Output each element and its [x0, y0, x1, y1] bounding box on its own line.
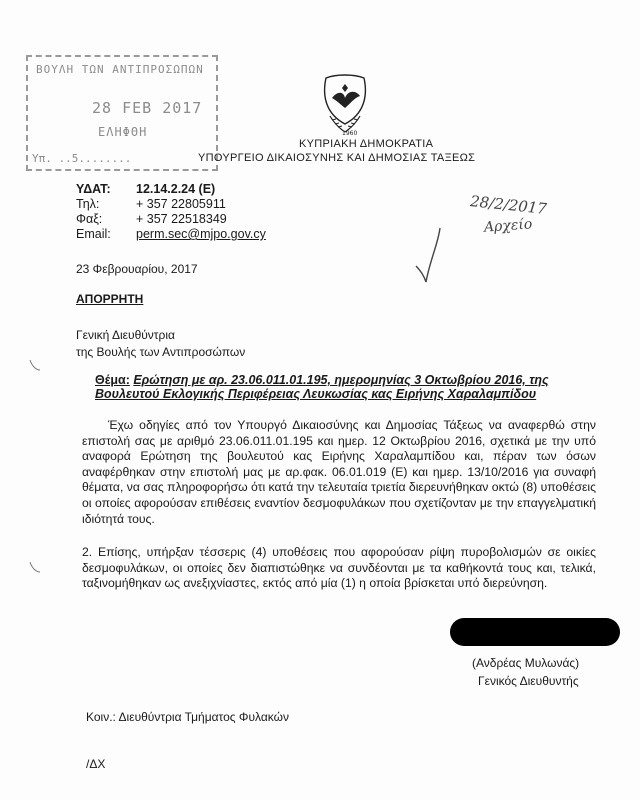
handwritten-note: Αρχείο — [483, 216, 533, 236]
ref-value: 12.14.2.24 (Ε) — [136, 182, 216, 196]
recipient-line-1: Γενική Διευθύντρια — [76, 328, 175, 342]
email-link[interactable]: perm.sec@mjpo.gov.cy — [136, 227, 266, 241]
margin-mark — [28, 358, 42, 372]
stamp-line: Υπ. ..5........ — [32, 152, 132, 165]
ref-label: ΥΔΑΤ: — [76, 182, 111, 196]
fax-value: + 357 22518349 — [136, 212, 227, 226]
cc-line: Κοιν.: Διευθύντρια Τμήματος Φυλακών — [86, 710, 290, 724]
body-paragraph-1: Έχω οδηγίες από τον Υπουργό Δικαιοσύνης και Δημοσίας Τάξεως να αναφερθώ στην επιστολή σας με αριθμό 23.06.011.01.195 και ημερ. 12 Οκτωβρίου 2016, σχετικά με την υπό αναφορά Ερώτηση της βουλευτού κας Ειρήνης Χαραλαμπίδου και, πέραν των όσων αναφέρθηκαν στην επιστολή μας με αρ.φακ. 06.01.019 (Ε) και ημερ. 13/10/2016 για συναφή θέματα, να σας πληροφορήσω ότι κατά την τελευταία τριετία διερευνήθηκαν οκτώ (8) υποθέσεις οι οποίες αφορούσαν επιθέσεις εναντίον δεσμοφυλάκων που σχετίζονταν με την επαγγελματική ιδιότητά τους. — [82, 418, 596, 526]
signatory-name: (Ανδρέας Μυλωνάς) — [472, 656, 580, 670]
subject-label: Θέμα: — [95, 373, 130, 387]
received-stamp — [26, 55, 218, 171]
subject-text: Ερώτηση με αρ. 23.06.011.01.195, ημερομηνίας 3 Οκτωβρίου 2016, της Βουλευτού Εκλογικής Περιφέρειας Λευκωσίας κας Ειρήνης Χαραλαμπίδου — [95, 373, 549, 401]
stamp-organization: ΒΟΥΛΗ ΤΩΝ ΑΝΤΙΠΡΟΣΩΠΩΝ — [36, 63, 204, 76]
subject — [95, 373, 595, 401]
coat-of-arms-icon — [318, 74, 372, 136]
stamp-date: 28 FEB 2017 — [92, 99, 203, 117]
stamp-received: ΕΛΗΦΘΗ — [98, 125, 148, 139]
tel-value: + 357 22805911 — [136, 197, 226, 211]
initials: /ΔΧ — [86, 757, 106, 771]
classification: ΑΠΟΡΡΗΤΗ — [76, 292, 144, 306]
email-label: Email: — [76, 227, 111, 241]
fax-label: Φαξ: — [76, 212, 103, 226]
handwritten-date: 28/2/2017 — [469, 192, 548, 218]
margin-mark — [28, 560, 42, 574]
redacted-signature — [450, 618, 620, 646]
recipient-line-2: της Βουλής των Αντιπροσώπων — [76, 345, 246, 359]
letter-date: 23 Φεβρουαρίου, 2017 — [76, 262, 198, 276]
ministry-name: ΥΠΟΥΡΓΕΙΟ ΔΙΚΑΙΟΣΥΝΗΣ ΚΑΙ ΔΗΜΟΣΙΑΣ ΤΑΞΕΩΣ — [198, 152, 476, 164]
body-paragraph-2: 2. Επίσης, υπήρξαν τέσσερις (4) υποθέσεις που αφορούσαν ρίψη πυροβολισμών σε οικίες δεσμοφυλάκων, οι οποίες δεν διαπιστώθηκε να συνδέονται με τα καθήκοντά τους και, τελικά, ταξινομήθηκαν ως ανεξιχνίαστες, εκτός από μία (1) η οποία βρίσκεται υπό διερεύνηση. — [82, 545, 596, 591]
republic-name: ΚΥΠΡΙΑΚΗ ΔΗΜΟΚΡΑΤΙΑ — [299, 138, 434, 150]
svg-text:1960: 1960 — [342, 130, 358, 136]
tel-label: Τηλ: — [76, 197, 100, 211]
contact-block — [76, 182, 266, 242]
handwritten-stroke — [408, 226, 448, 286]
signatory-title: Γενικός Διευθυντής — [478, 674, 579, 688]
